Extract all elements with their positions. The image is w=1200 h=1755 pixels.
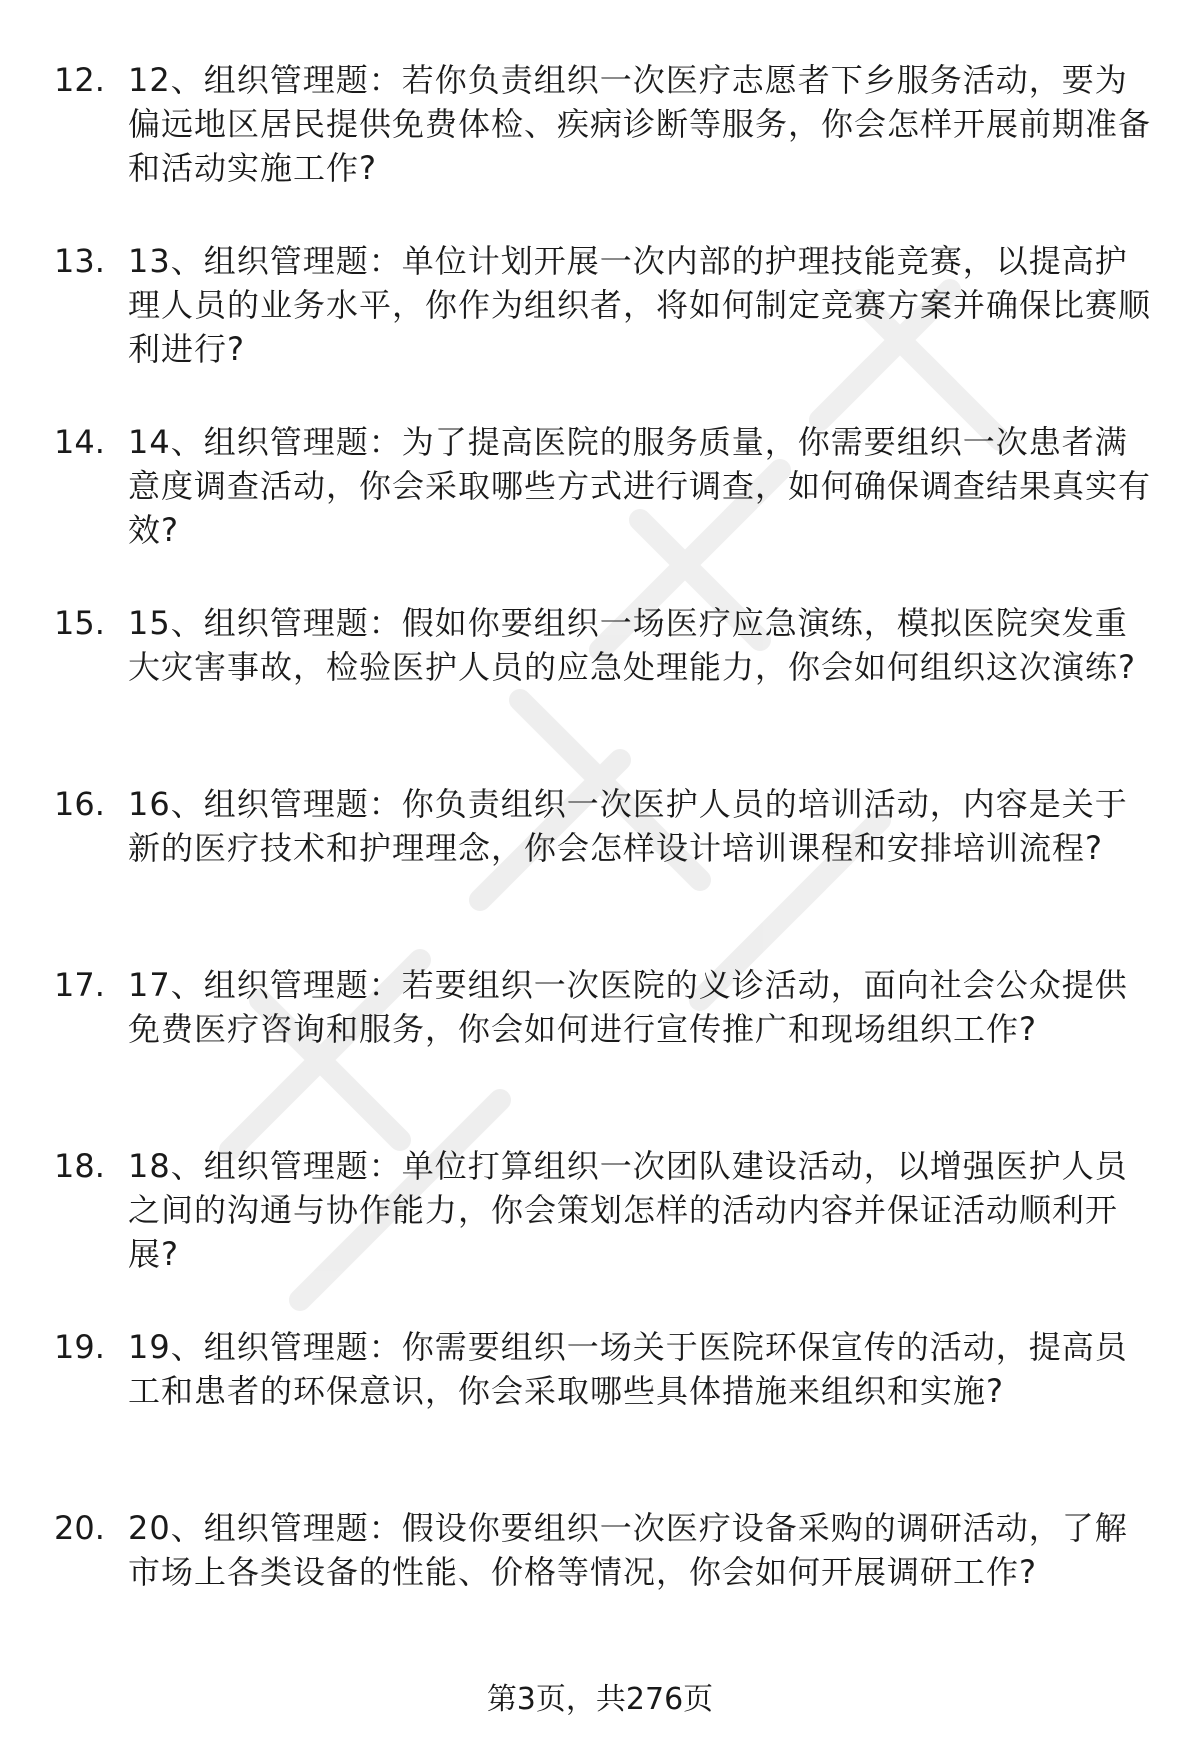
list-item <box>0 1506 1200 1687</box>
list-item <box>0 58 1200 239</box>
question-number: 13. <box>54 242 105 280</box>
list-item <box>0 420 1200 601</box>
question-text: 16、组织管理题：你负责组织一次医护人员的培训活动，内容是关于新的医疗技术和护理理念，你会怎样设计培训课程和安排培训流程? <box>128 785 1128 867</box>
list-item <box>0 782 1200 963</box>
question-text: 17、组织管理题：若要组织一次医院的义诊活动，面向社会公众提供免费医疗咨询和服务，你会如何进行宣传推广和现场组织工作? <box>128 966 1128 1048</box>
question-number: 19. <box>54 1328 105 1366</box>
question-text: 14、组织管理题：为了提高医院的服务质量，你需要组织一次患者满意度调查活动，你会采取哪些方式进行调查，如何确保调查结果真实有效? <box>128 423 1152 549</box>
question-number: 20. <box>54 1509 105 1547</box>
list-item <box>0 963 1200 1144</box>
list-item <box>0 239 1200 420</box>
question-list <box>0 58 1200 1687</box>
question-number: 16. <box>54 785 105 823</box>
question-number: 15. <box>54 604 105 642</box>
question-number: 12. <box>54 61 105 99</box>
question-text: 13、组织管理题：单位计划开展一次内部的护理技能竞赛，以提高护理人员的业务水平，你作为组织者，将如何制定竞赛方案并确保比赛顺利进行? <box>128 242 1152 368</box>
list-item <box>0 601 1200 782</box>
question-text: 18、组织管理题：单位打算组织一次团队建设活动，以增强医护人员之间的沟通与协作能力，你会策划怎样的活动内容并保证活动顺利开展? <box>128 1147 1128 1273</box>
list-item <box>0 1144 1200 1325</box>
list-item <box>0 1325 1200 1506</box>
question-number: 14. <box>54 423 105 461</box>
page-footer: 第3页，共276页 <box>486 1682 714 1717</box>
question-text: 15、组织管理题：假如你要组织一场医疗应急演练，模拟医院突发重大灾害事故，检验医护人员的应急处理能力，你会如何组织这次演练? <box>128 604 1136 686</box>
question-number: 17. <box>54 966 105 1004</box>
question-text: 20、组织管理题：假设你要组织一次医疗设备采购的调研活动，了解市场上各类设备的性能、价格等情况，你会如何开展调研工作? <box>128 1509 1128 1591</box>
question-text: 19、组织管理题：你需要组织一场关于医院环保宣传的活动，提高员工和患者的环保意识，你会采取哪些具体措施来组织和实施? <box>128 1328 1128 1410</box>
question-number: 18. <box>54 1147 105 1185</box>
question-text: 12、组织管理题：若你负责组织一次医疗志愿者下乡服务活动，要为偏远地区居民提供免费体检、疾病诊断等服务，你会怎样开展前期准备和活动实施工作? <box>128 61 1152 187</box>
